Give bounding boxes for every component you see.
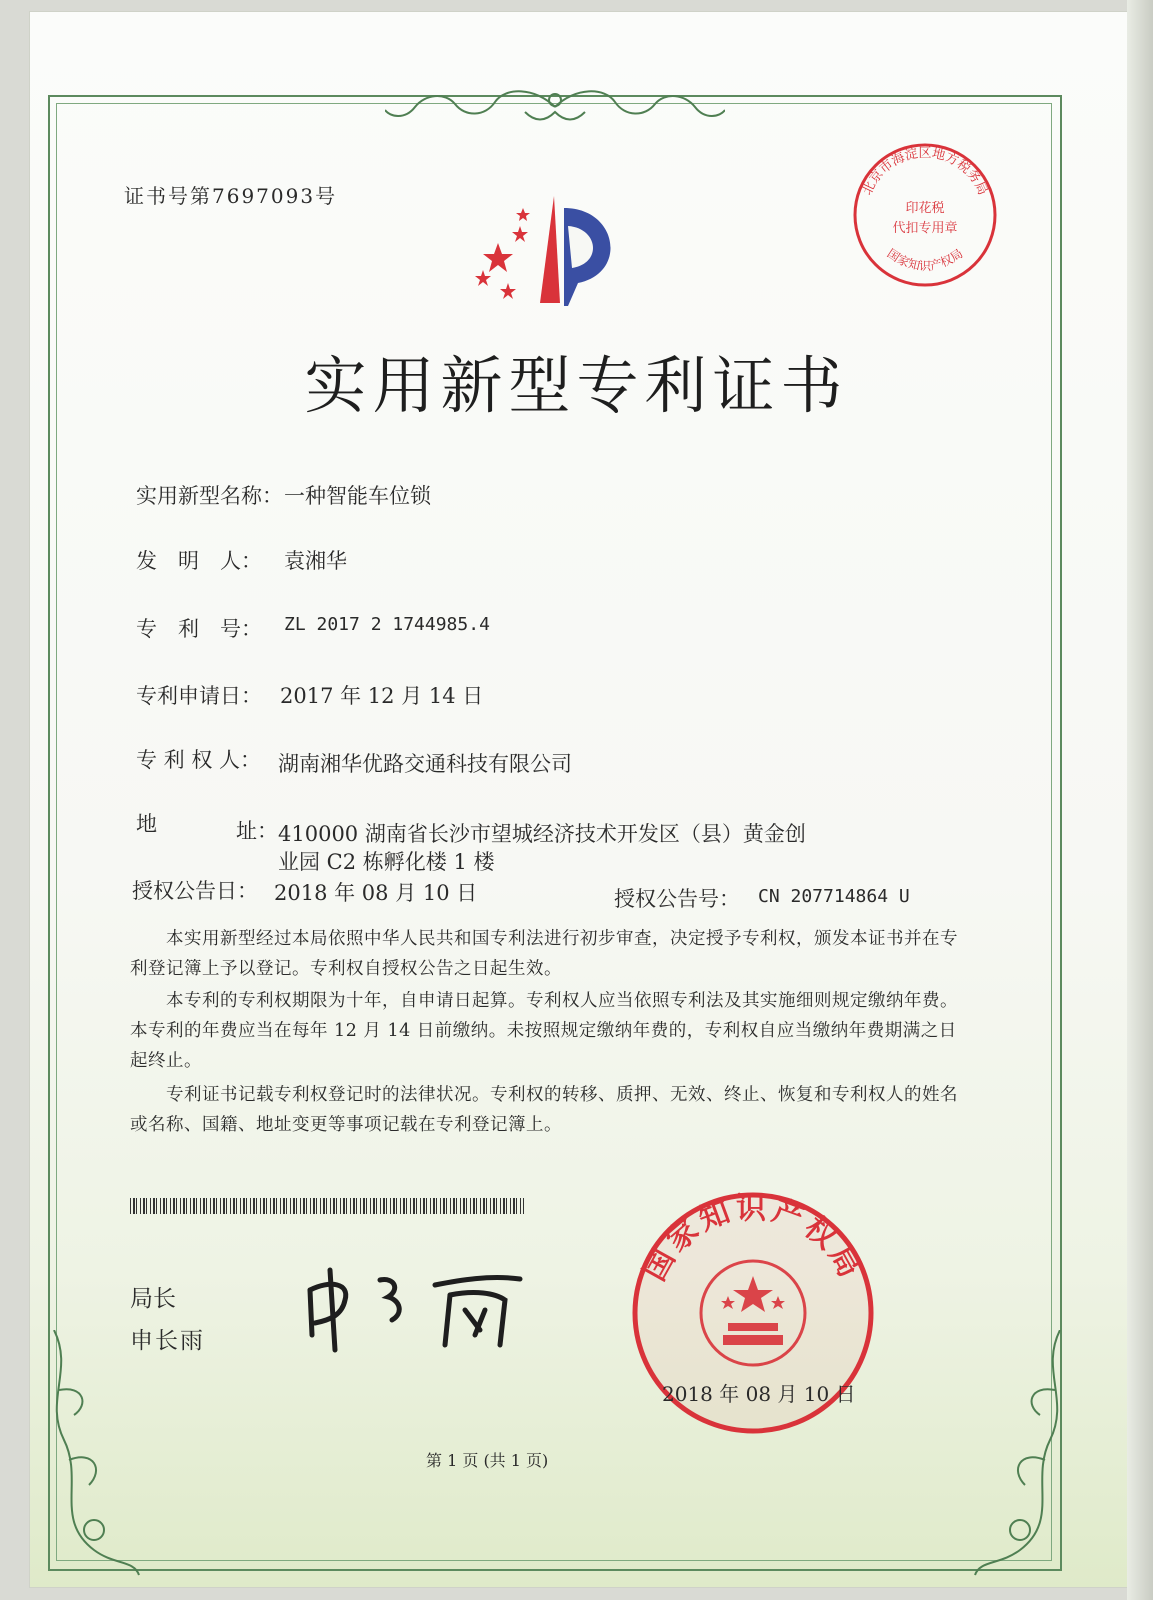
- address-label-start: 地: [136, 812, 157, 836]
- paragraph-2: 本专利的专利权期限为十年，自申请日起算。专利权人应当依照专利法及其实施细则规定缴纳年费。本专利的年费应当在每年 12 月 14 日前缴纳。未按照规定缴纳年费的，专利权自应当缴纳年费期满之日起终止。: [130, 991, 958, 1071]
- filing-date-label: 专利申请日：: [136, 684, 262, 708]
- top-ornament: [385, 82, 725, 132]
- grant-number-value: CN 207714864 U: [758, 886, 910, 907]
- grant-date-label: 授权公告日：: [132, 879, 258, 903]
- svg-text:国家知识产权局: [885, 246, 966, 273]
- patent-number-label: 专 利 号：: [136, 617, 262, 641]
- tax-stamp-inner-2: 代扣专用章: [892, 221, 958, 236]
- paragraph-1: 本实用新型经过本局依照中华人民共和国专利法进行初步审查，决定授予专利权，颁发本证书并在专利登记簿上予以登记。专利权自授权公告之日起生效。: [130, 929, 958, 979]
- page-footer: 第 1 页 (共 1 页): [426, 1451, 549, 1470]
- patent-office-logo: [468, 188, 638, 313]
- filing-date-value: 2017 年 12 月 14 日: [280, 684, 484, 708]
- inventor-label: 发 明 人：: [136, 549, 262, 573]
- grant-number-label: 授权公告号：: [614, 887, 740, 911]
- page-edge: [1127, 0, 1153, 1600]
- paragraph-3: 专利证书记载专利权登记时的法律状况。专利权的转移、质押、无效、终止、恢复和专利权人的姓名或名称、国籍、地址变更等事项记载在专利登记簿上。: [130, 1085, 958, 1135]
- patentee-label: 专 利 权 人：: [136, 748, 262, 772]
- corner-ornament-left: [34, 1330, 144, 1580]
- address-line-1: 410000 湖南省长沙市望城经济技术开发区（县）黄金创: [278, 822, 806, 846]
- corner-ornament-right: [970, 1330, 1080, 1580]
- inventor-value: 袁湘华: [284, 549, 347, 573]
- svg-text:北京市海淀区地方税务局: [860, 145, 990, 197]
- grant-date-value: 2018 年 08 月 10 日: [274, 881, 478, 905]
- name-value: 一种智能车位锁: [284, 484, 431, 508]
- tax-stamp-bottom-text: 国家知识产权局: [884, 246, 966, 273]
- tax-stamp-inner-1: 印花税: [905, 201, 945, 216]
- seal-date: 2018 年 08 月 10 日: [662, 1382, 856, 1406]
- address-line-2: 业园 C2 栋孵化楼 1 楼: [278, 850, 495, 874]
- director-title: 局长: [130, 1286, 176, 1312]
- seal-arc-text: 国家知识产权局: [637, 1191, 869, 1287]
- name-label: 实用新型名称：: [136, 484, 283, 508]
- director-name: 申长雨: [130, 1328, 205, 1354]
- barcode: [130, 1198, 524, 1214]
- patent-number-value: ZL 2017 2 1744985.4: [284, 614, 490, 635]
- certificate-title: 实用新型专利证书: [304, 349, 849, 422]
- address-label-end: 址：: [236, 819, 278, 843]
- tax-stamp: [850, 140, 1000, 290]
- director-signature: [300, 1265, 540, 1355]
- tax-stamp-outer-text: 北京市海淀区地方税务局: [859, 146, 991, 198]
- certificate-number: 证书号第7697093号: [124, 184, 338, 208]
- patentee-value: 湖南湘华优路交通科技有限公司: [278, 752, 572, 776]
